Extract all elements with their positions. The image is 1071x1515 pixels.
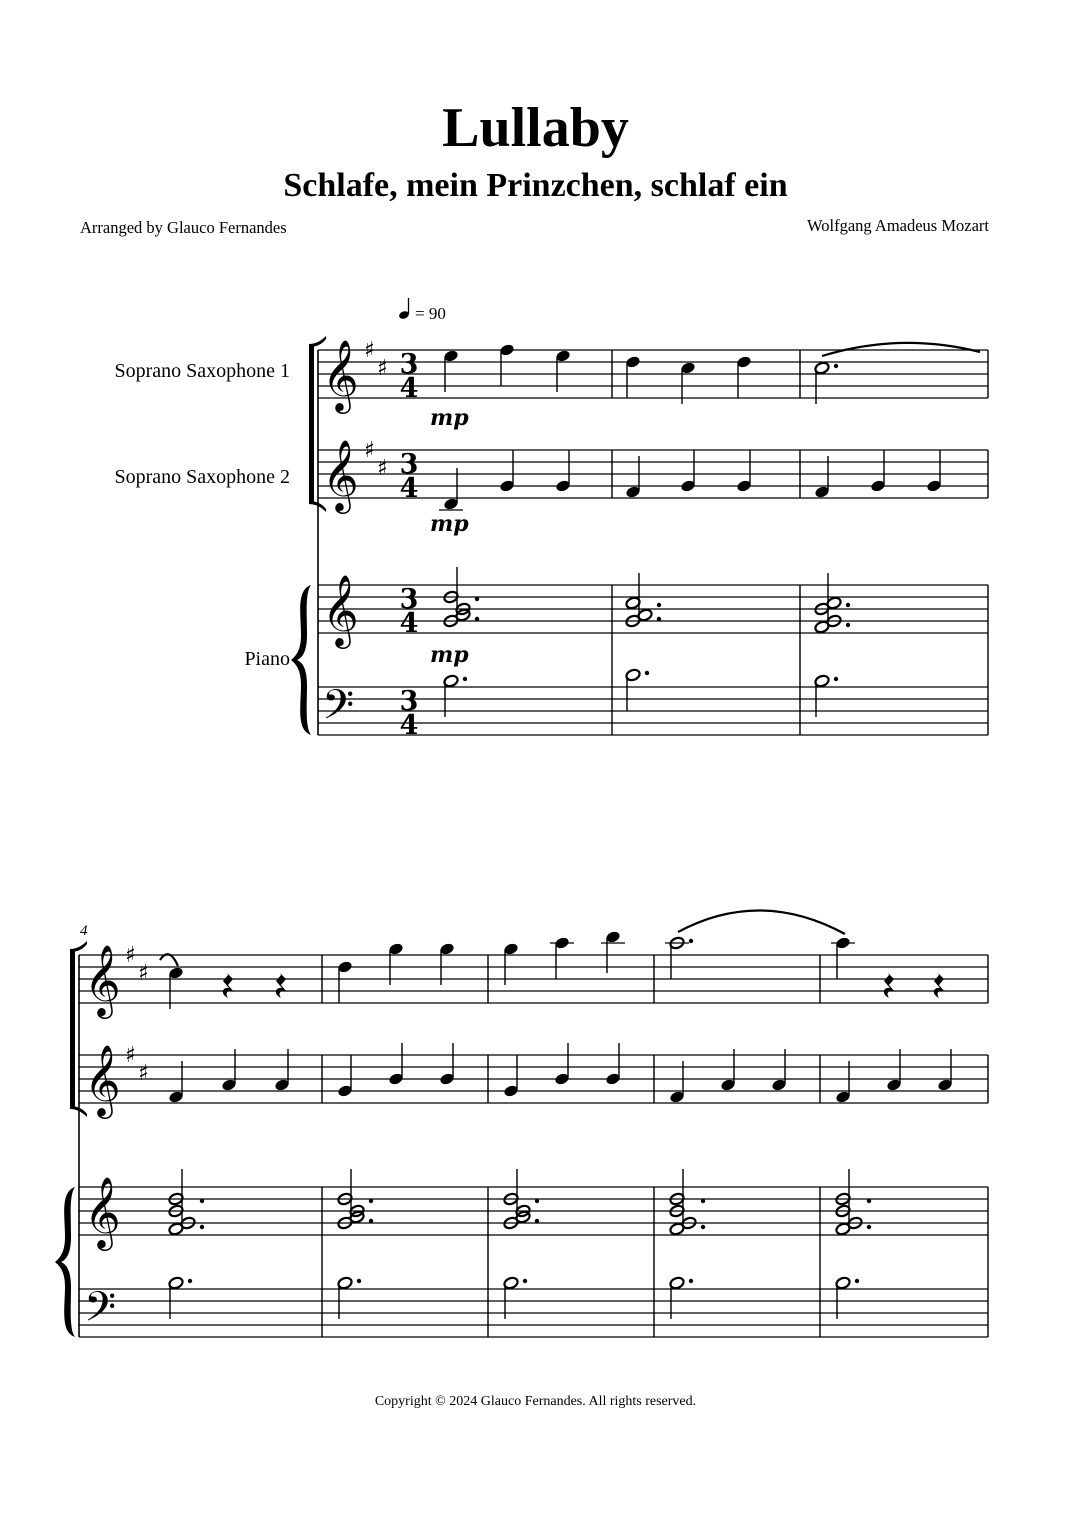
staff-sax-2 bbox=[318, 450, 988, 498]
composer-credit: Wolfgang Amadeus Mozart bbox=[807, 216, 989, 235]
time-signature-bottom: 4 bbox=[399, 473, 419, 504]
staff-sax-2 bbox=[79, 1055, 988, 1103]
piano-brace bbox=[55, 1187, 75, 1337]
treble-clef: 𝄞 bbox=[322, 438, 359, 511]
arranger-credit: Arranged by Glauco Fernandes bbox=[80, 218, 287, 237]
system-2 bbox=[55, 910, 988, 1341]
score-title: Lullaby bbox=[442, 97, 629, 159]
notes-sax-1 bbox=[160, 910, 945, 1009]
svg-text:♯: ♯ bbox=[138, 961, 149, 986]
treble-clef: 𝄞 bbox=[84, 943, 121, 1016]
tie bbox=[160, 954, 178, 966]
dynamic-marking: mp bbox=[430, 405, 469, 431]
time-signature-top: 3 bbox=[399, 584, 419, 615]
svg-text:♯: ♯ bbox=[364, 438, 375, 463]
key-signature bbox=[364, 338, 388, 481]
bass-clef: 𝄢 bbox=[84, 1283, 117, 1341]
svg-text:♯: ♯ bbox=[125, 943, 136, 968]
svg-text:♯: ♯ bbox=[377, 356, 388, 381]
time-signature-bottom: 4 bbox=[399, 608, 419, 639]
staff-piano-bass bbox=[79, 1289, 988, 1337]
instrument-label-piano: Piano bbox=[244, 648, 290, 670]
copyright-notice: Copyright © 2024 Glauco Fernandes. All rights reserved. bbox=[374, 1394, 697, 1409]
treble-clef: 𝄞 bbox=[84, 1175, 121, 1248]
system-1 bbox=[114, 298, 988, 741]
tempo-marking bbox=[398, 298, 446, 323]
time-signature-top: 3 bbox=[399, 349, 419, 380]
quarter-rest bbox=[276, 973, 287, 998]
dynamic-marking: mp bbox=[430, 511, 469, 537]
measure-number: 4 bbox=[80, 923, 88, 939]
key-signature bbox=[125, 943, 149, 1086]
staff-sax-1 bbox=[79, 955, 988, 1003]
treble-clef: 𝄞 bbox=[322, 573, 359, 646]
quarter-rest bbox=[884, 973, 895, 998]
staff-sax-1 bbox=[318, 350, 988, 398]
time-signature-bottom: 4 bbox=[399, 373, 419, 404]
notes-piano bbox=[443, 567, 850, 717]
staff-piano-treble bbox=[318, 585, 988, 633]
svg-text:♯: ♯ bbox=[377, 456, 388, 481]
piano-brace bbox=[291, 585, 311, 735]
notes-piano bbox=[168, 1169, 871, 1319]
svg-text:♯: ♯ bbox=[125, 1043, 136, 1068]
treble-clef: 𝄞 bbox=[84, 1043, 121, 1116]
time-signature-bottom: 4 bbox=[399, 710, 419, 741]
svg-text:♯: ♯ bbox=[364, 338, 375, 363]
quarter-rest bbox=[223, 973, 234, 998]
dynamic-marking: mp bbox=[430, 642, 469, 668]
time-signature-top: 3 bbox=[399, 686, 419, 717]
quarter-rest bbox=[934, 973, 945, 998]
tempo-text: = 90 bbox=[415, 304, 446, 323]
time-signature-top: 3 bbox=[399, 449, 419, 480]
staff-piano-bass bbox=[318, 687, 988, 735]
notes-sax-2 bbox=[168, 1043, 953, 1104]
instrument-label-sax-2: Soprano Saxophone 2 bbox=[114, 466, 290, 488]
instrument-label-sax-1: Soprano Saxophone 1 bbox=[114, 360, 290, 382]
svg-text:♯: ♯ bbox=[138, 1061, 149, 1086]
bass-clef: 𝄢 bbox=[322, 681, 355, 739]
notes-sax-2 bbox=[439, 450, 942, 511]
treble-clef: 𝄞 bbox=[322, 338, 359, 411]
score-subtitle: Schlafe, mein Prinzchen, schlaf ein bbox=[283, 167, 788, 204]
